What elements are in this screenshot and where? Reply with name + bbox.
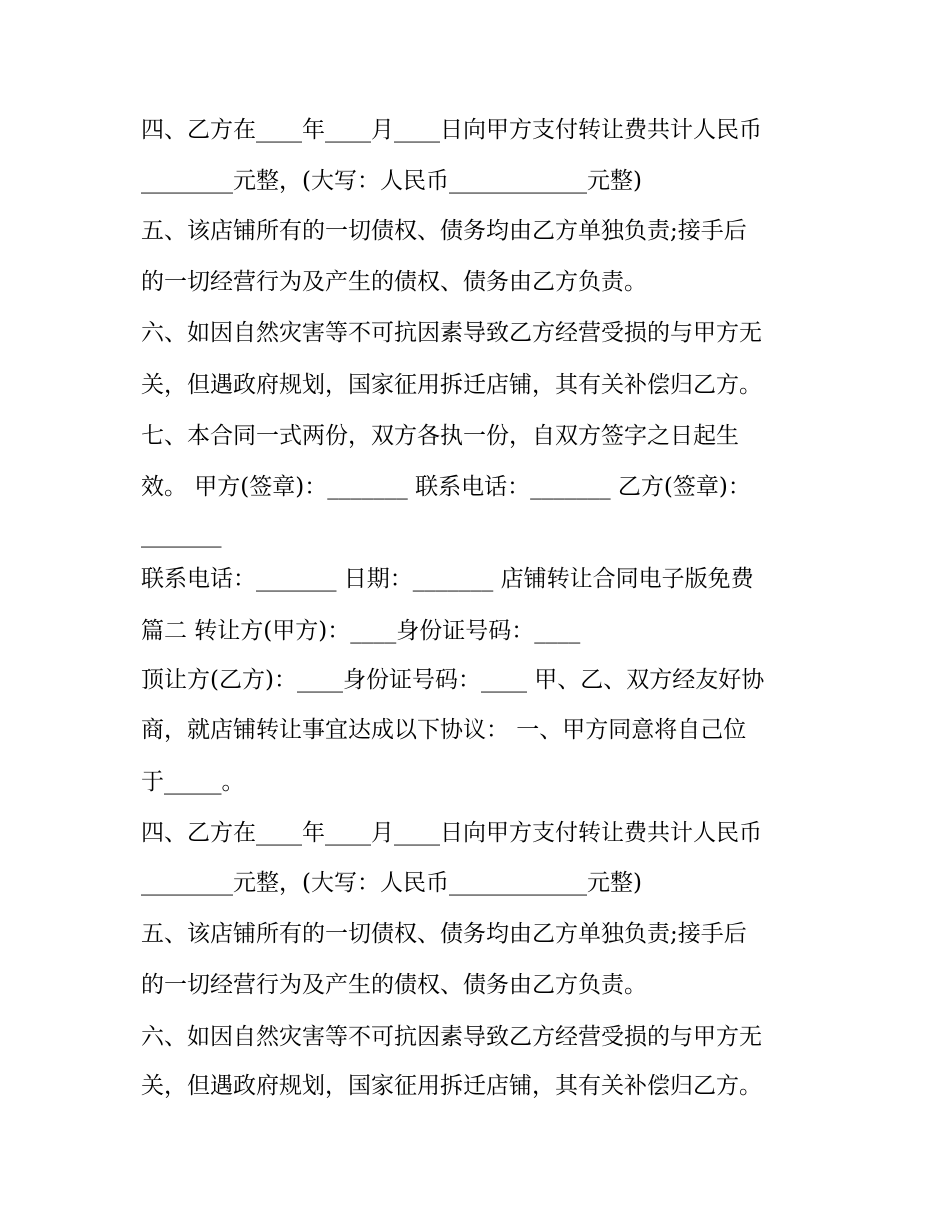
text-line: ________元整，(大写：人民币____________元整) xyxy=(141,870,642,896)
text-line: 五、该店铺所有的一切债权、债务均由乙方单独负责;接手后 xyxy=(141,218,747,244)
text-line: ________元整，(大写：人民币____________元整) xyxy=(141,168,642,194)
text-line: 关，但遇政府规划，国家征用拆迁店铺，其有关补偿归乙方。 xyxy=(141,1073,762,1099)
text-line: 联系电话：_______ 日期：_______ 店铺转让合同电子版免费 xyxy=(141,566,754,592)
text-line: 六、如因自然灾害等不可抗因素导致乙方经营受损的与甲方无 xyxy=(141,320,762,346)
text-line: 篇二 转让方(甲方)：____身份证号码：____ xyxy=(141,618,581,644)
text-line: 七、本合同一式两份，双方各执一份，自双方签字之日起生 xyxy=(141,423,739,449)
text-line: 于_____。 xyxy=(141,769,245,795)
text-line: 六、如因自然灾害等不可抗因素导致乙方经营受损的与甲方无 xyxy=(141,1024,762,1050)
text-line: _______ xyxy=(141,522,222,548)
text-line: 效。 甲方(签章)：_______ 联系电话：_______ 乙方(签章)： xyxy=(141,474,751,500)
text-line: 四、乙方在____年____月____日向甲方支付转让费共计人民币 xyxy=(141,820,762,846)
text-line: 四、乙方在____年____月____日向甲方支付转让费共计人民币 xyxy=(141,117,762,143)
text-line: 商，就店铺转让事宜达成以下协议： 一、甲方同意将自己位 xyxy=(141,717,747,743)
text-line: 的一切经营行为及产生的债权、债务由乙方负责。 xyxy=(141,269,647,295)
text-line: 的一切经营行为及产生的债权、债务由乙方负责。 xyxy=(141,972,647,998)
text-line: 五、该店铺所有的一切债权、债务均由乙方单独负责;接手后 xyxy=(141,921,747,947)
text-line: 关，但遇政府规划，国家征用拆迁店铺，其有关补偿归乙方。 xyxy=(141,372,762,398)
text-line: 顶让方(乙方)：____身份证号码：____ 甲、乙、双方经友好协 xyxy=(141,667,765,693)
